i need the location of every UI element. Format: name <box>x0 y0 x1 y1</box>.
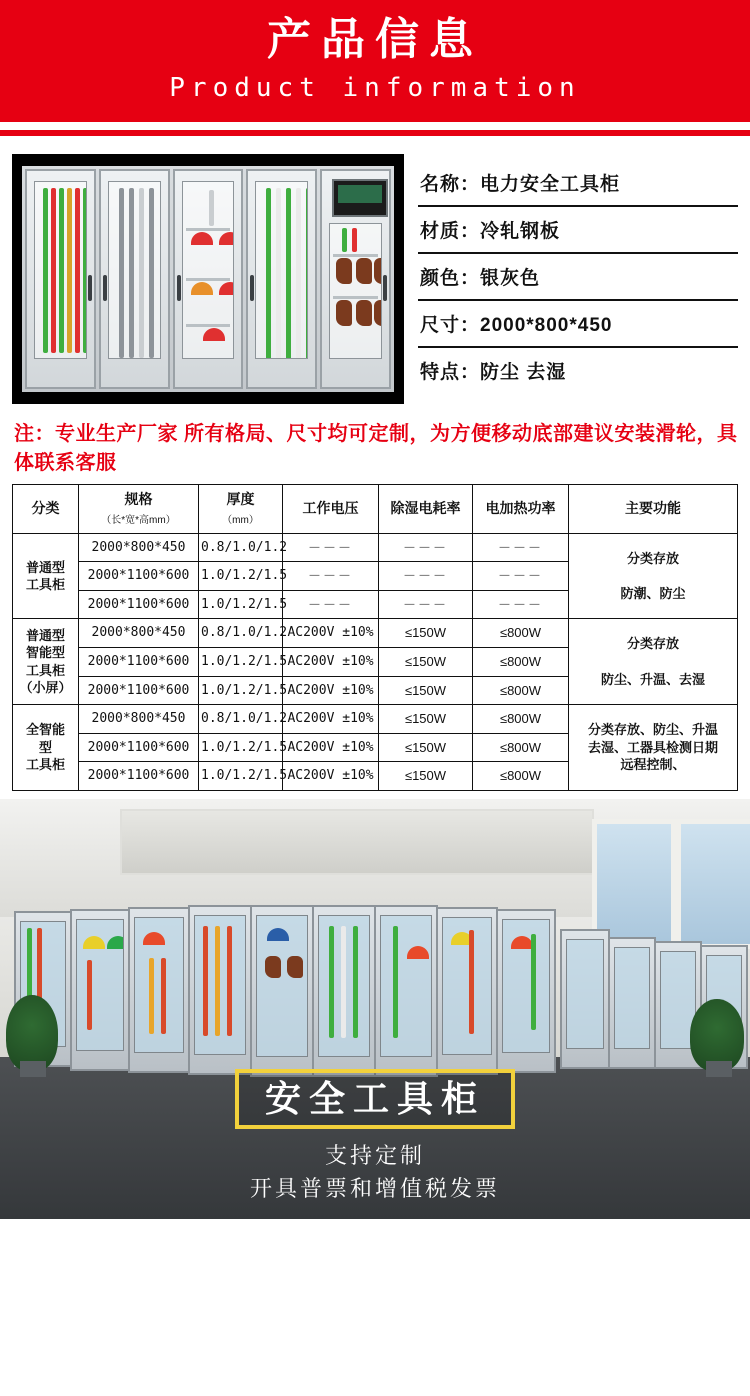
bottom-caption <box>0 1069 750 1219</box>
page-title-cn: 产品信息 <box>267 15 483 64</box>
cell-size: 2000*1100*600 <box>79 647 199 676</box>
window-2 <box>676 819 750 949</box>
cell-voltage: AC200V ±10% <box>283 705 379 734</box>
cell-voltage: －－－ <box>283 562 379 591</box>
showroom-cabinet <box>70 909 130 1071</box>
cell-size: 2000*1100*600 <box>79 762 199 791</box>
showroom-cabinet <box>188 905 252 1075</box>
spec-name: 名称：电力安全工具柜 <box>418 160 738 207</box>
cell-functions-2: 分类存放 防尘、升温、去湿 <box>569 619 738 705</box>
cell-heating: ≤800W <box>473 705 569 734</box>
spec-feature: 特点：防尘 去湿 <box>420 361 567 383</box>
product-spec-list <box>418 154 738 393</box>
cabinet-4-glass <box>255 181 308 359</box>
customization-note: 注：专业生产厂家 所有格局、尺寸均可定制，为方便移动底部建议安装滑轮，具体联系客服 <box>14 422 738 474</box>
page-header-banner <box>0 0 750 122</box>
cell-voltage: －－－ <box>283 590 379 619</box>
cell-dehumidify: －－－ <box>379 562 473 591</box>
cell-dehumidify: ≤150W <box>379 619 473 648</box>
control-panel-screen <box>338 185 382 203</box>
cell-category-3: 全智能 型 工具柜 <box>13 705 79 791</box>
showroom-cabinet <box>312 905 376 1077</box>
product-photo <box>12 154 404 404</box>
spec-color: 颜色：银灰色 <box>418 254 738 301</box>
th-category: 分类 <box>13 484 79 533</box>
cell-dehumidify: ≤150W <box>379 705 473 734</box>
cell-voltage: AC200V ±10% <box>283 676 379 705</box>
th-voltage: 工作电压 <box>283 484 379 533</box>
cabinet-5-smart <box>320 169 391 389</box>
cell-dehumidify: ≤150W <box>379 733 473 762</box>
cell-thickness: 1.0/1.2/1.5 <box>199 590 283 619</box>
cell-voltage: －－－ <box>283 533 379 562</box>
cell-size: 2000*1100*600 <box>79 590 199 619</box>
showroom-photo <box>0 799 750 1219</box>
cabinet-2-glass <box>108 181 161 359</box>
showroom-cabinet <box>560 929 610 1069</box>
cell-heating: ≤800W <box>473 619 569 648</box>
control-panel <box>332 179 388 217</box>
cell-thickness: 1.0/1.2/1.5 <box>199 647 283 676</box>
th-functions: 主要功能 <box>569 484 738 533</box>
cell-dehumidify: ≤150W <box>379 676 473 705</box>
th-size: 规格 （长*宽*高mm） <box>79 484 199 533</box>
cabinet-row <box>22 166 394 392</box>
cabinet-3-glass <box>182 181 235 359</box>
cell-thickness: 0.8/1.0/1.2 <box>199 705 283 734</box>
showroom-cabinet <box>128 907 190 1073</box>
spec-table <box>12 484 738 791</box>
cell-dehumidify: －－－ <box>379 590 473 619</box>
cell-size: 2000*800*450 <box>79 619 199 648</box>
showroom-cabinet <box>374 905 438 1077</box>
cell-thickness: 1.0/1.2/1.5 <box>199 676 283 705</box>
cabinet-2 <box>99 169 170 389</box>
cell-size: 2000*1100*600 <box>79 676 199 705</box>
cabinet-1 <box>25 169 96 389</box>
cabinet-4 <box>246 169 317 389</box>
ceiling-inset <box>120 809 594 875</box>
showroom-cabinet <box>496 909 556 1073</box>
table-header-row <box>13 484 738 533</box>
cabinet-3 <box>173 169 244 389</box>
page-title-en: Product information <box>169 72 581 103</box>
cell-heating: －－－ <box>473 562 569 591</box>
cell-thickness: 1.0/1.2/1.5 <box>199 762 283 791</box>
cell-voltage: AC200V ±10% <box>283 733 379 762</box>
cell-category-1: 普通型 工具柜 <box>13 533 79 619</box>
bottom-subtitle-1: 支持定制 <box>324 1142 425 1168</box>
cabinet-1-handle <box>88 275 92 301</box>
cell-size: 2000*800*450 <box>79 705 199 734</box>
banner-divider-white <box>0 122 750 130</box>
cabinet-2-handle <box>103 275 107 301</box>
cell-dehumidify: －－－ <box>379 533 473 562</box>
cell-size: 2000*1100*600 <box>79 733 199 762</box>
cell-thickness: 0.8/1.0/1.2 <box>199 533 283 562</box>
cell-size: 2000*800*450 <box>79 533 199 562</box>
product-overview-section <box>0 136 750 410</box>
bottom-title: 安全工具柜 <box>264 1078 485 1120</box>
showroom-cabinet <box>436 907 498 1075</box>
cell-heating: ≤800W <box>473 676 569 705</box>
cabinet-1-glass <box>34 181 87 359</box>
th-thickness: 厚度 （mm） <box>199 484 283 533</box>
showroom-cabinet <box>608 937 656 1069</box>
bottom-subtitle-2: 开具普票和增值税发票 <box>249 1175 500 1201</box>
cell-category-2: 普通型 智能型 工具柜 （小屏） <box>13 619 79 705</box>
cell-voltage: AC200V ±10% <box>283 762 379 791</box>
cell-heating: ≤800W <box>473 647 569 676</box>
plant-left <box>6 995 58 1071</box>
th-heating: 电加热功率 <box>473 484 569 533</box>
cell-size: 2000*1100*600 <box>79 562 199 591</box>
table-row <box>13 619 738 648</box>
cell-thickness: 1.0/1.2/1.5 <box>199 733 283 762</box>
cell-heating: ≤800W <box>473 762 569 791</box>
cell-thickness: 1.0/1.2/1.5 <box>199 562 283 591</box>
cell-heating: －－－ <box>473 590 569 619</box>
cell-dehumidify: ≤150W <box>379 762 473 791</box>
cell-voltage: AC200V ±10% <box>283 647 379 676</box>
cell-heating: －－－ <box>473 533 569 562</box>
spec-table-wrapper <box>0 484 750 799</box>
table-row <box>13 705 738 734</box>
cabinet-4-handle <box>250 275 254 301</box>
cabinet-3-handle <box>177 275 181 301</box>
cell-functions-3: 分类存放、防尘、升温 去湿、工器具检测日期 远程控制、 <box>569 705 738 791</box>
spec-material: 材质：冷轧钢板 <box>418 207 738 254</box>
spec-size: 尺寸：2000*800*450 <box>418 301 738 348</box>
cell-functions-1: 分类存放 防潮、防尘 <box>569 533 738 619</box>
cell-voltage: AC200V ±10% <box>283 619 379 648</box>
th-dehumidify: 除湿电耗率 <box>379 484 473 533</box>
cabinet-5-handle <box>383 275 387 301</box>
bottom-title-box <box>235 1069 515 1129</box>
showroom-cabinet <box>250 905 314 1077</box>
cell-dehumidify: ≤150W <box>379 647 473 676</box>
cabinet-5-glass <box>329 223 382 359</box>
table-row <box>13 533 738 562</box>
cell-heating: ≤800W <box>473 733 569 762</box>
cell-thickness: 0.8/1.0/1.2 <box>199 619 283 648</box>
